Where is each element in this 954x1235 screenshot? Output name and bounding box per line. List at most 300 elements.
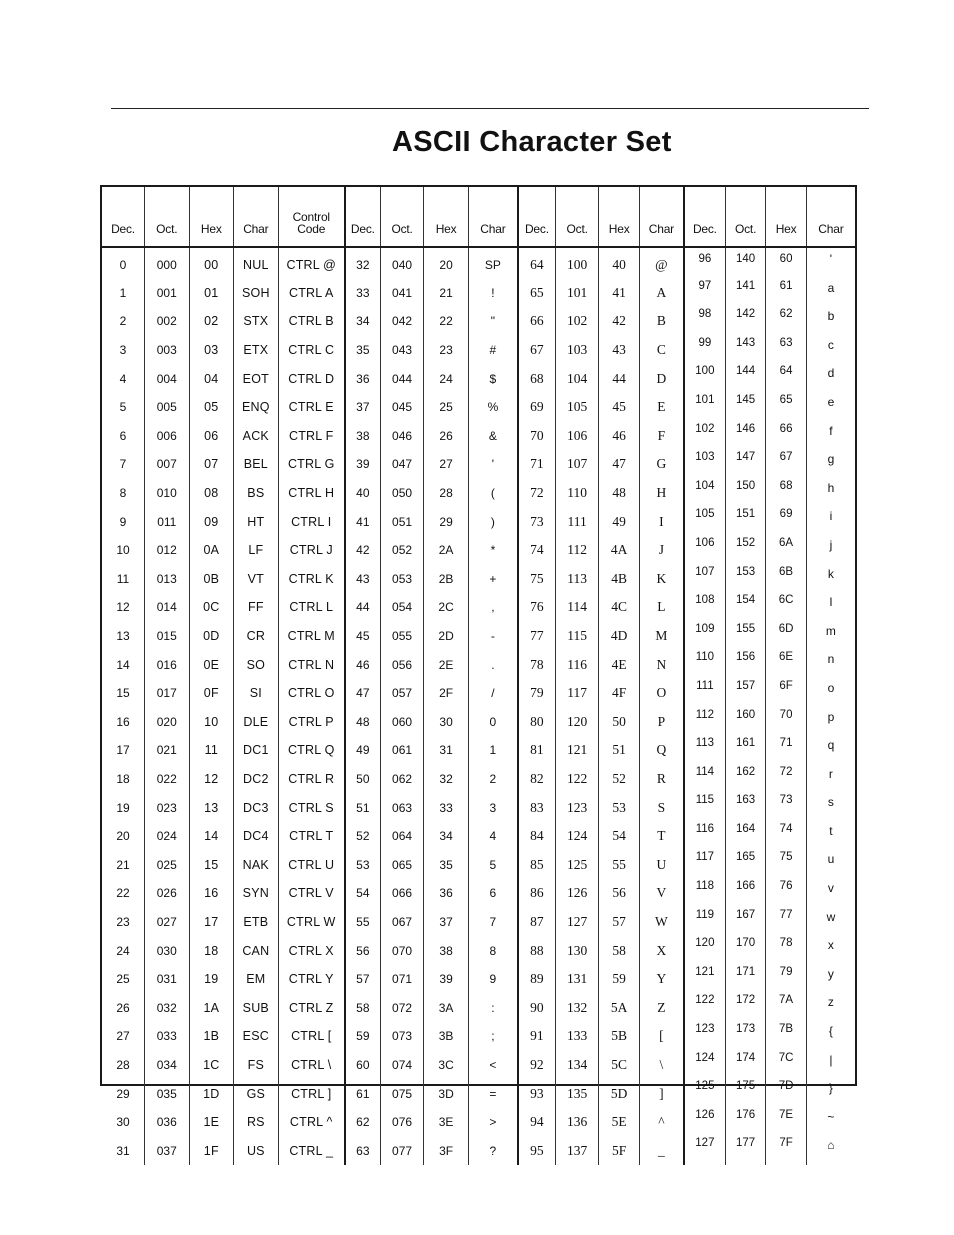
table-cell: 017 xyxy=(145,679,190,708)
table-cell: 5F xyxy=(599,1136,639,1165)
table-cell: 14 xyxy=(189,822,234,851)
table-cell: 27 xyxy=(424,450,469,479)
table-cell: 020 xyxy=(145,708,190,737)
table-cell: 56 xyxy=(599,879,639,908)
table-cell: 38 xyxy=(424,936,469,965)
table-cell: DC3 xyxy=(234,793,279,822)
table-cell: 85 xyxy=(518,850,555,879)
table-cell: 113 xyxy=(684,736,725,765)
table-row xyxy=(102,1051,855,1080)
table-cell: 36 xyxy=(424,879,469,908)
page-title: ASCII Character Set xyxy=(392,126,672,158)
table-cell: 7 xyxy=(119,457,127,472)
table-cell: 5D xyxy=(599,1079,639,1108)
table-cell: 08 xyxy=(189,479,234,508)
table-cell: CTRL M xyxy=(278,622,345,651)
table-cell: 13 xyxy=(116,629,130,644)
table-cell: 111 xyxy=(684,679,725,708)
table-cell: 111 xyxy=(555,507,599,536)
table-cell: 152 xyxy=(725,536,765,565)
table-row xyxy=(102,650,855,679)
table-row xyxy=(102,965,855,994)
table-cell: EOT xyxy=(234,364,279,393)
table-cell: 65 xyxy=(766,393,806,422)
table-cell: 0B xyxy=(189,565,234,594)
table-cell: 4E xyxy=(599,650,639,679)
table-cell: 6 xyxy=(119,428,127,443)
column-header: Dec. xyxy=(518,187,555,247)
table-cell: 118 xyxy=(684,879,725,908)
table-cell: 171 xyxy=(725,965,765,994)
table-cell: 042 xyxy=(380,307,424,336)
table-cell: 34 xyxy=(345,307,380,336)
table-cell: DC1 xyxy=(234,736,279,765)
table-cell: 33 xyxy=(424,793,469,822)
table-cell: 146 xyxy=(725,422,765,451)
table-cell: 112 xyxy=(555,536,599,565)
table-cell: 123 xyxy=(684,1022,725,1051)
table-cell: 83 xyxy=(518,793,555,822)
table-cell: 13 xyxy=(189,793,234,822)
table-cell: 81 xyxy=(518,736,555,765)
table-cell: 106 xyxy=(555,422,599,451)
table-cell: 88 xyxy=(518,936,555,965)
table-cell: 16 xyxy=(189,879,234,908)
table-cell: 125 xyxy=(684,1079,725,1108)
table-cell: 119 xyxy=(684,908,725,937)
table-cell: u xyxy=(806,850,855,879)
table-cell: 20 xyxy=(116,829,130,844)
table-cell: 036 xyxy=(145,1108,190,1137)
table-cell: 49 xyxy=(599,507,639,536)
table-cell: " xyxy=(468,307,518,336)
table-cell: 00 xyxy=(189,247,234,279)
table-cell: CTRL F xyxy=(278,422,345,451)
table-cell: 19 xyxy=(116,800,130,815)
table-cell: t xyxy=(806,822,855,851)
table-cell: 116 xyxy=(684,822,725,851)
table-cell: M xyxy=(639,622,684,651)
table-cell: 14 xyxy=(116,657,130,672)
table-cell: 50 xyxy=(345,765,380,794)
table-cell: CTRL @ xyxy=(278,247,345,279)
table-cell: 127 xyxy=(555,908,599,937)
table-cell: 013 xyxy=(145,565,190,594)
ascii-table xyxy=(100,185,857,1158)
table-cell: 122 xyxy=(684,993,725,1022)
table-cell: 41 xyxy=(599,279,639,308)
table-cell: 32 xyxy=(345,247,380,279)
table-cell: 100 xyxy=(555,247,599,279)
table-cell: SI xyxy=(234,679,279,708)
table-cell: 56 xyxy=(345,936,380,965)
table-cell: SYN xyxy=(234,879,279,908)
table-cell: 26 xyxy=(116,1000,130,1015)
table-cell: 112 xyxy=(684,708,725,737)
column-header: Dec. xyxy=(102,187,145,247)
table-cell: 6A xyxy=(766,536,806,565)
table-cell: 1C xyxy=(189,1051,234,1080)
table-cell: 7E xyxy=(766,1108,806,1137)
table-cell: O xyxy=(639,679,684,708)
table-cell: 94 xyxy=(518,1108,555,1137)
table-cell: 3E xyxy=(424,1108,469,1137)
table-cell: ] xyxy=(639,1079,684,1108)
table-cell: 29 xyxy=(424,507,469,536)
table-cell: 74 xyxy=(518,536,555,565)
table-cell: d xyxy=(806,364,855,393)
table-cell: 64 xyxy=(518,247,555,279)
table-cell: 108 xyxy=(684,593,725,622)
table-cell: 90 xyxy=(518,993,555,1022)
table-cell: 115 xyxy=(555,622,599,651)
table-cell: 135 xyxy=(555,1079,599,1108)
table-cell: FF xyxy=(234,593,279,622)
table-cell: 121 xyxy=(684,965,725,994)
table-cell: 10 xyxy=(189,708,234,737)
table-cell: 076 xyxy=(380,1108,424,1137)
table-cell: 38 xyxy=(345,422,380,451)
table-cell: 026 xyxy=(145,879,190,908)
table-cell: s xyxy=(806,793,855,822)
table-cell: 061 xyxy=(380,736,424,765)
table-cell: 000 xyxy=(145,247,190,279)
table-cell: 117 xyxy=(555,679,599,708)
table-cell: ⌂ xyxy=(806,1136,855,1165)
table-cell: P xyxy=(639,708,684,737)
table-cell: 142 xyxy=(725,307,765,336)
table-cell: * xyxy=(468,536,518,565)
table-cell: 121 xyxy=(555,736,599,765)
table-cell: 177 xyxy=(725,1136,765,1165)
table-cell: V xyxy=(639,879,684,908)
table-cell: 32 xyxy=(424,765,469,794)
table-cell: 6 xyxy=(468,879,518,908)
table-cell: 047 xyxy=(380,450,424,479)
table-cell: 1B xyxy=(189,1022,234,1051)
table-cell: 007 xyxy=(145,450,190,479)
table-cell: 107 xyxy=(555,450,599,479)
table-cell: 7A xyxy=(766,993,806,1022)
table-cell: 69 xyxy=(518,393,555,422)
table-cell: CTRL G xyxy=(278,450,345,479)
table-cell: H xyxy=(639,479,684,508)
table-cell: A xyxy=(639,279,684,308)
table-cell: 68 xyxy=(518,364,555,393)
table-cell: 175 xyxy=(725,1079,765,1108)
table-cell: 62 xyxy=(766,307,806,336)
table-cell: 55 xyxy=(345,908,380,937)
table-cell: 06 xyxy=(189,422,234,451)
table-cell: G xyxy=(639,450,684,479)
table-cell: | xyxy=(806,1051,855,1080)
table-cell: 145 xyxy=(725,393,765,422)
table-cell: 47 xyxy=(345,679,380,708)
table-cell: 060 xyxy=(380,708,424,737)
table-cell: 39 xyxy=(424,965,469,994)
table-cell: 89 xyxy=(518,965,555,994)
table-cell: 21 xyxy=(424,279,469,308)
table-cell: 064 xyxy=(380,822,424,851)
table-cell: 005 xyxy=(145,393,190,422)
table-cell: 144 xyxy=(725,364,765,393)
table-cell: US xyxy=(234,1136,279,1165)
table-cell: 117 xyxy=(684,850,725,879)
table-cell: 132 xyxy=(555,993,599,1022)
table-cell: y xyxy=(806,965,855,994)
table-cell: 126 xyxy=(555,879,599,908)
table-cell: l xyxy=(806,593,855,622)
table-row xyxy=(102,450,855,479)
table-cell: 102 xyxy=(555,307,599,336)
table-cell: 6F xyxy=(766,679,806,708)
table-cell: ; xyxy=(468,1022,518,1051)
table-cell: 25 xyxy=(116,972,130,987)
table-cell: SP xyxy=(468,247,518,279)
table-row xyxy=(102,1108,855,1137)
table-cell: h xyxy=(806,479,855,508)
table-cell: 164 xyxy=(725,822,765,851)
column-header: Oct. xyxy=(380,187,424,247)
table-cell: [ xyxy=(639,1022,684,1051)
table-cell: 82 xyxy=(518,765,555,794)
table-cell: 035 xyxy=(145,1079,190,1108)
table-cell: 1D xyxy=(189,1079,234,1108)
table-cell: 79 xyxy=(766,965,806,994)
table-cell: 23 xyxy=(116,914,130,929)
table-cell: 77 xyxy=(518,622,555,651)
table-cell: 3 xyxy=(468,793,518,822)
column-header: Dec. xyxy=(345,187,380,247)
table-cell: b xyxy=(806,307,855,336)
table-cell: 106 xyxy=(684,536,725,565)
table-cell: 9 xyxy=(468,965,518,994)
table-body xyxy=(102,247,855,1165)
table-cell: e xyxy=(806,393,855,422)
table-cell: 006 xyxy=(145,422,190,451)
column-header: Hex xyxy=(766,187,806,247)
table-cell: 91 xyxy=(518,1022,555,1051)
table-cell: 4B xyxy=(599,565,639,594)
table-cell: 2E xyxy=(424,650,469,679)
table-cell: 44 xyxy=(345,593,380,622)
table-cell: 84 xyxy=(518,822,555,851)
table-cell: 053 xyxy=(380,565,424,594)
table-cell: 5C xyxy=(599,1051,639,1080)
table-cell: 7 xyxy=(468,908,518,937)
table-cell: 80 xyxy=(518,708,555,737)
table-cell: 18 xyxy=(116,771,130,786)
column-header: Hex xyxy=(599,187,639,247)
table-cell: 1E xyxy=(189,1108,234,1137)
table-cell: w xyxy=(806,908,855,937)
table-cell: 01 xyxy=(189,279,234,308)
table-cell: E xyxy=(639,393,684,422)
table-cell: BS xyxy=(234,479,279,508)
table-cell: 5 xyxy=(119,400,127,415)
table-cell: 072 xyxy=(380,993,424,1022)
table-cell: CTRL S xyxy=(278,793,345,822)
table-cell: 103 xyxy=(684,450,725,479)
table-cell: 123 xyxy=(555,793,599,822)
table-cell: 055 xyxy=(380,622,424,651)
table-cell: S xyxy=(639,793,684,822)
table-cell: 077 xyxy=(380,1136,424,1165)
ascii-grid xyxy=(102,187,855,1165)
table-cell: 27 xyxy=(116,1029,130,1044)
table-cell: 63 xyxy=(766,336,806,365)
table-row xyxy=(102,822,855,851)
table-cell: c xyxy=(806,336,855,365)
table-cell: CTRL ] xyxy=(278,1079,345,1108)
table-cell: 71 xyxy=(518,450,555,479)
table-cell: 7B xyxy=(766,1022,806,1051)
table-cell: 51 xyxy=(345,793,380,822)
table-cell: 070 xyxy=(380,936,424,965)
table-cell: ESC xyxy=(234,1022,279,1051)
table-cell: VT xyxy=(234,565,279,594)
table-cell: 115 xyxy=(684,793,725,822)
table-cell: 173 xyxy=(725,1022,765,1051)
table-cell: EM xyxy=(234,965,279,994)
table-cell: x xyxy=(806,936,855,965)
table-cell: 1 xyxy=(468,736,518,765)
table-cell: 150 xyxy=(725,479,765,508)
table-cell: = xyxy=(468,1079,518,1108)
table-cell: CTRL _ xyxy=(278,1136,345,1165)
table-cell: 65 xyxy=(518,279,555,308)
column-header: Char xyxy=(639,187,684,247)
table-cell: B xyxy=(639,307,684,336)
table-cell: > xyxy=(468,1108,518,1137)
table-cell: J xyxy=(639,536,684,565)
table-cell: CTRL B xyxy=(278,307,345,336)
table-cell: 040 xyxy=(380,247,424,279)
column-header: Oct. xyxy=(555,187,599,247)
table-cell: 75 xyxy=(518,565,555,594)
table-cell: 53 xyxy=(345,850,380,879)
column-header: Oct. xyxy=(725,187,765,247)
table-cell: 41 xyxy=(345,507,380,536)
table-cell: 170 xyxy=(725,936,765,965)
table-cell: 105 xyxy=(555,393,599,422)
table-cell: 025 xyxy=(145,850,190,879)
table-row xyxy=(102,307,855,336)
table-cell: 162 xyxy=(725,765,765,794)
table-cell: 95 xyxy=(518,1136,555,1165)
table-cell: ' xyxy=(468,450,518,479)
table-cell: CTRL O xyxy=(278,679,345,708)
table-cell: 122 xyxy=(555,765,599,794)
table-cell: CTRL \ xyxy=(278,1051,345,1080)
table-cell: 120 xyxy=(684,936,725,965)
table-cell: R xyxy=(639,765,684,794)
table-cell: 124 xyxy=(684,1051,725,1080)
table-cell: 71 xyxy=(766,736,806,765)
table-cell: 15 xyxy=(189,850,234,879)
table-cell: 97 xyxy=(684,279,725,308)
table-cell: 62 xyxy=(345,1108,380,1137)
table-row xyxy=(102,879,855,908)
table-cell: 011 xyxy=(145,507,190,536)
table-cell: 166 xyxy=(725,879,765,908)
table-cell: 48 xyxy=(345,708,380,737)
table-cell: 78 xyxy=(766,936,806,965)
table-cell: 4D xyxy=(599,622,639,651)
table-row xyxy=(102,993,855,1022)
table-row xyxy=(102,736,855,765)
table-cell: 22 xyxy=(424,307,469,336)
column-header: Char xyxy=(806,187,855,247)
table-cell: CTRL H xyxy=(278,479,345,508)
table-cell: 0F xyxy=(189,679,234,708)
table-cell: 16 xyxy=(116,714,130,729)
table-cell: v xyxy=(806,879,855,908)
table-row xyxy=(102,247,855,279)
table-cell: ' xyxy=(806,247,855,279)
table-cell: 114 xyxy=(555,593,599,622)
table-cell: 034 xyxy=(145,1051,190,1080)
table-cell: 154 xyxy=(725,593,765,622)
table-cell: 40 xyxy=(345,479,380,508)
table-cell: @ xyxy=(639,247,684,279)
table-row xyxy=(102,1022,855,1051)
table-cell: 043 xyxy=(380,336,424,365)
table-cell: 64 xyxy=(766,364,806,393)
table-cell: 55 xyxy=(599,850,639,879)
table-cell: 31 xyxy=(116,1143,130,1158)
table-cell: , xyxy=(468,593,518,622)
table-cell: 125 xyxy=(555,850,599,879)
table-cell: L xyxy=(639,593,684,622)
table-cell: 53 xyxy=(599,793,639,822)
table-cell: 071 xyxy=(380,965,424,994)
table-cell: CTRL R xyxy=(278,765,345,794)
table-cell: 72 xyxy=(766,765,806,794)
table-cell: 45 xyxy=(599,393,639,422)
table-cell: 3B xyxy=(424,1022,469,1051)
table-cell: 68 xyxy=(766,479,806,508)
table-cell: 165 xyxy=(725,850,765,879)
table-cell: 49 xyxy=(345,736,380,765)
table-cell: 30 xyxy=(116,1115,130,1130)
table-cell: 72 xyxy=(518,479,555,508)
table-cell: 157 xyxy=(725,679,765,708)
table-cell: 021 xyxy=(145,736,190,765)
table-cell: SO xyxy=(234,650,279,679)
table-cell: 044 xyxy=(380,364,424,393)
table-cell: 52 xyxy=(599,765,639,794)
table-cell: 28 xyxy=(116,1057,130,1072)
table-cell: 172 xyxy=(725,993,765,1022)
table-cell: 61 xyxy=(345,1079,380,1108)
table-cell: SUB xyxy=(234,993,279,1022)
table-cell: 004 xyxy=(145,364,190,393)
table-cell: 110 xyxy=(555,479,599,508)
table-cell: 44 xyxy=(599,364,639,393)
table-cell: SOH xyxy=(234,279,279,308)
table-cell: 46 xyxy=(599,422,639,451)
table-cell: 75 xyxy=(766,850,806,879)
table-cell: 126 xyxy=(684,1108,725,1137)
table-cell: 4 xyxy=(119,371,127,386)
table-cell: 54 xyxy=(599,822,639,851)
table-row xyxy=(102,422,855,451)
table-cell: $ xyxy=(468,364,518,393)
table-cell: 2 xyxy=(468,765,518,794)
table-row xyxy=(102,908,855,937)
table-cell: 066 xyxy=(380,879,424,908)
